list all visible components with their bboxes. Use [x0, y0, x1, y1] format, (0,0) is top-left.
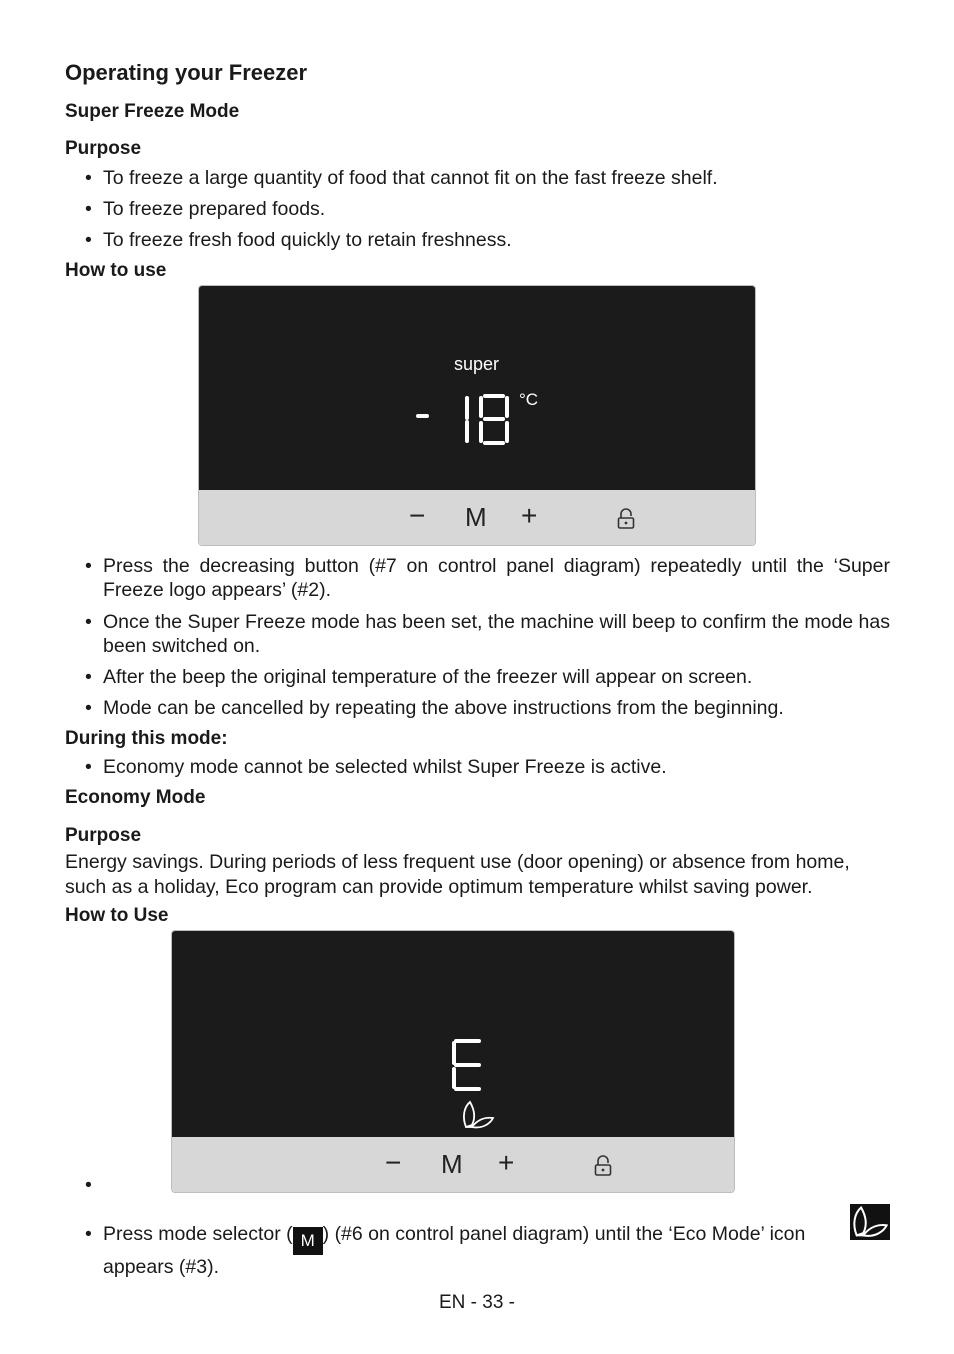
economy-purpose-text: Energy savings. During periods of less frequent use (door opening) or absence from home, such as a holiday, Eco program can provide optimum temperature whilst saving power. [65, 851, 850, 898]
eco-control-panel [171, 930, 735, 1193]
list-item: • To freeze a large quantity of food that cannot fit on the fast freeze shelf. [85, 167, 718, 189]
super-label: super [454, 354, 500, 374]
button-bar [199, 490, 755, 545]
unit-label: °C [519, 390, 539, 409]
increase-button[interactable]: + [521, 500, 538, 531]
digit-segment [505, 421, 509, 443]
mode-selector-icon: M [293, 1227, 323, 1255]
list-item: • To freeze fresh food quickly to retain freshness. [85, 229, 512, 251]
purpose-heading: Purpose [65, 825, 142, 846]
lock-icon[interactable] [593, 1155, 613, 1177]
page-number: EN - 33 - [438, 1292, 516, 1313]
lock-icon[interactable] [616, 508, 636, 530]
how-to-use-heading: How to use [65, 260, 167, 281]
page-title: Operating your Freezer [65, 60, 308, 85]
digit-segment [465, 420, 469, 443]
display-screen [199, 286, 755, 490]
digit-segment [454, 1039, 481, 1043]
digit-segment [465, 396, 469, 420]
display-screen [172, 931, 734, 1137]
digit-segment [505, 396, 509, 418]
digit-segment [479, 421, 483, 443]
list-item: • Press mode selector ( M ) (#6 on control panel diagram) until the ‘Eco Mode’ icon appears (#3). [85, 1222, 890, 1279]
purpose-heading: Purpose [65, 138, 142, 159]
list-item: • Mode can be cancelled by repeating the above instructions from the beginning. [85, 697, 784, 719]
digit-segment [454, 1063, 481, 1067]
digit-segment [483, 441, 505, 445]
button-bar [172, 1137, 734, 1192]
during-mode-heading: During this mode: [65, 728, 228, 749]
list-item: • After the beep the original temperature of the freezer will appear on screen. [85, 666, 753, 688]
list-item: • Once the Super Freeze mode has been set, the machine will beep to confirm the mode has been switched on. [85, 611, 890, 657]
eco-mode-icon [850, 1204, 890, 1240]
list-item: • Economy mode cannot be selected whilst Super Freeze is active. [85, 756, 667, 778]
digit-segment [483, 417, 505, 421]
how-to-use-heading: How to Use [65, 905, 169, 926]
minus-segment [416, 414, 429, 418]
economy-heading: Economy Mode [65, 787, 206, 808]
mode-button[interactable]: M [441, 1149, 463, 1179]
super-freeze-control-panel [198, 285, 756, 546]
digit-segment [452, 1041, 456, 1065]
digit-segment [454, 1087, 481, 1091]
decrease-button[interactable]: − [385, 1147, 402, 1178]
leaf-icon [460, 1099, 496, 1131]
decrease-button[interactable]: − [409, 500, 426, 531]
mode-button[interactable]: M [465, 502, 487, 532]
digit-segment [452, 1067, 456, 1089]
digit-segment [479, 396, 483, 418]
list-item: • To freeze prepared foods. [85, 198, 326, 220]
list-item: • Press the decreasing button (#7 on control panel diagram) repeatedly until the ‘Super Freeze logo appears’ (#2). [85, 555, 890, 601]
digit-segment [483, 394, 505, 398]
super-freeze-heading: Super Freeze Mode [65, 101, 240, 122]
increase-button[interactable]: + [498, 1147, 515, 1178]
